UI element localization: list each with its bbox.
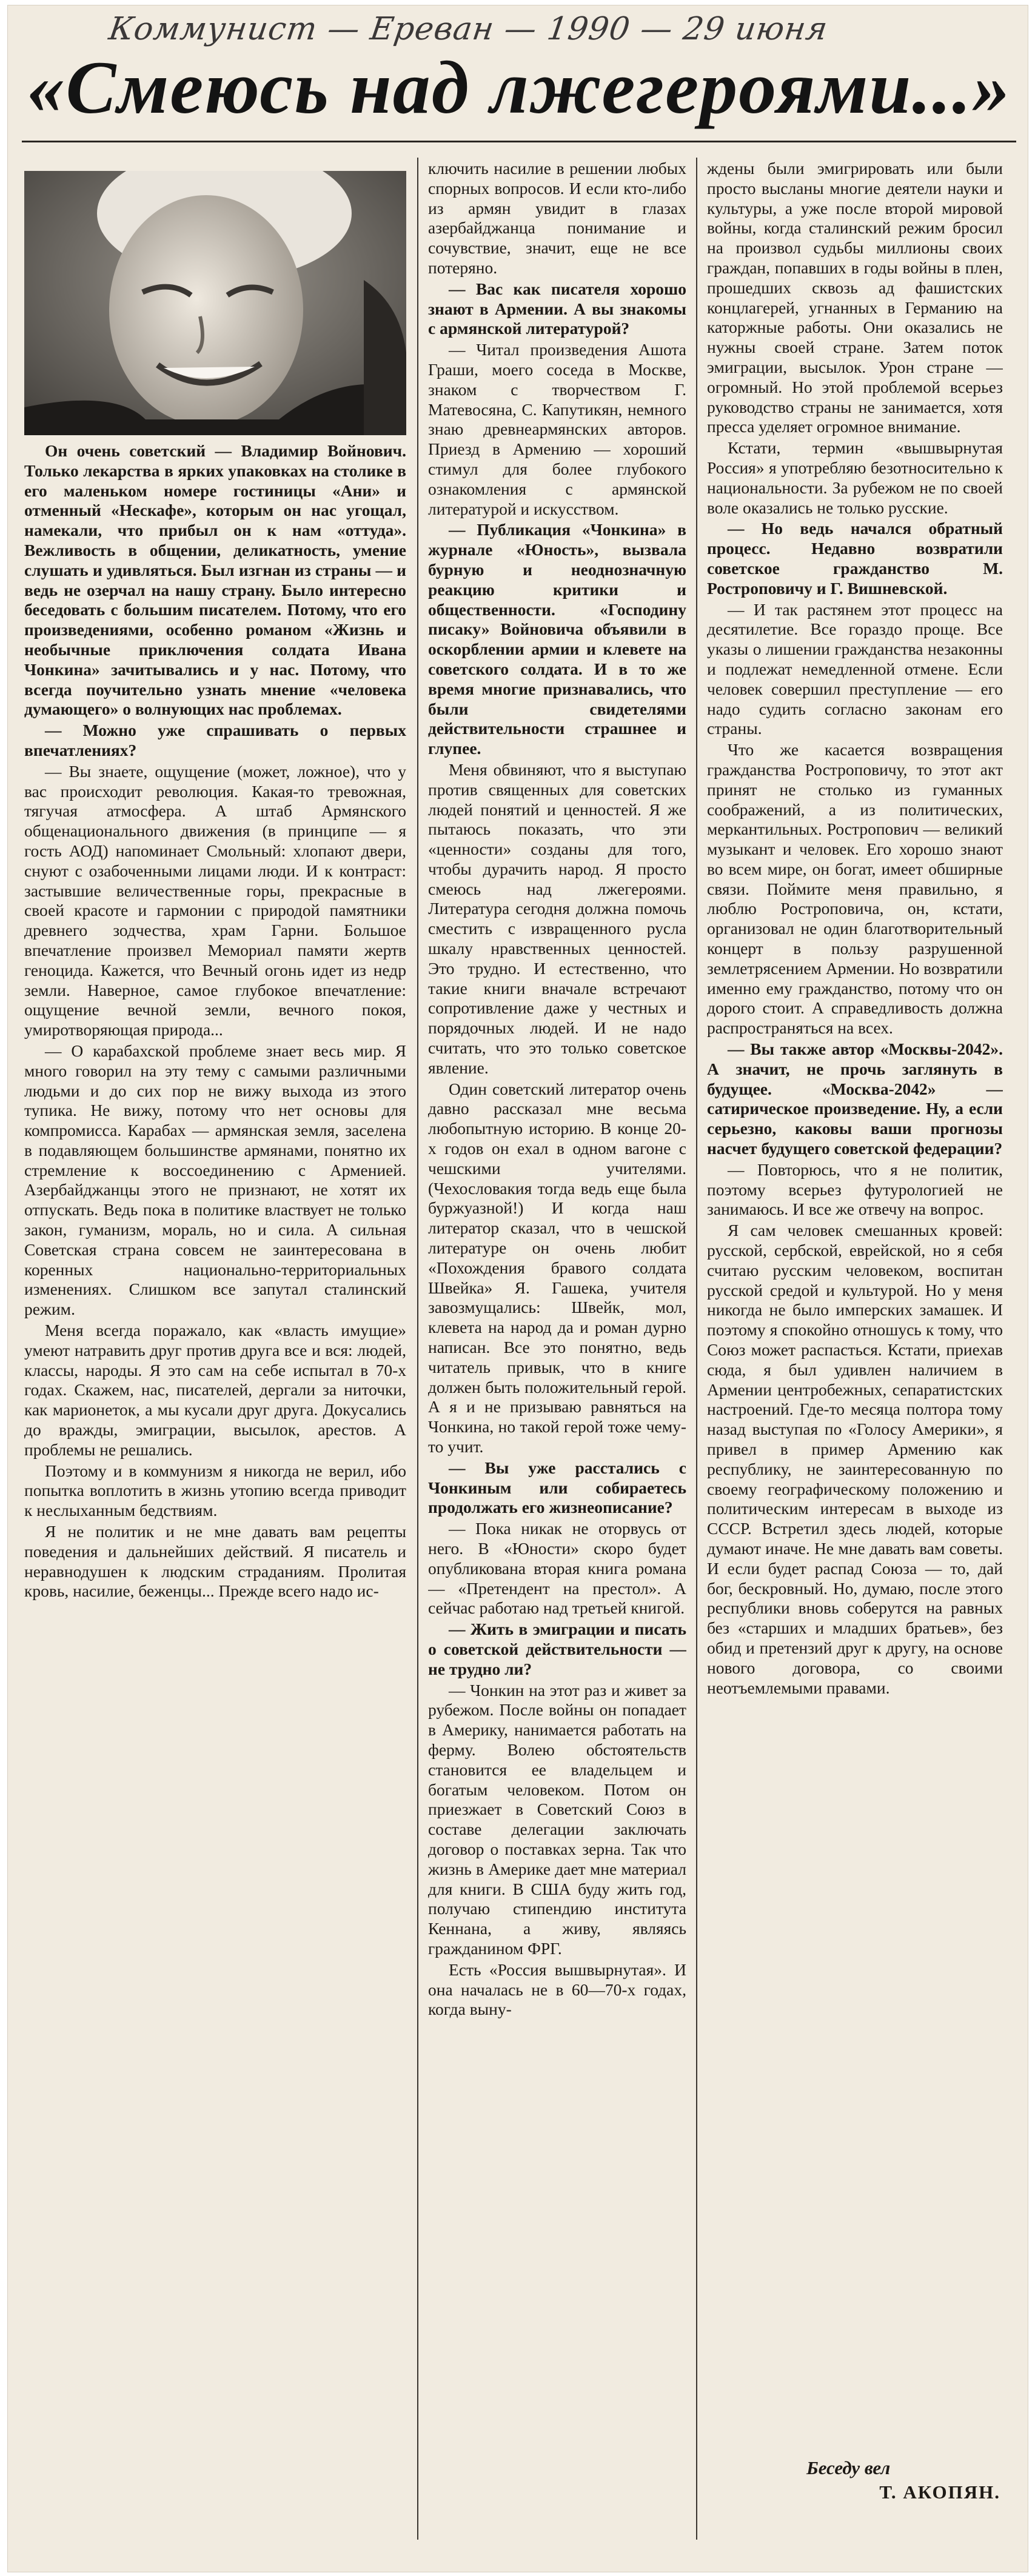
paragraph: — Вы знаете, ощущение (может, ложное), что у вас происходит революция. Какая-то тревожная, тягучая атмосфера. А штаб Армянского общенационального движения (в принципе — я гость АОД) напоминает Смольный: хлопают двери, снуют с озабоченными лицами люди. И к контраст: застывшие величественные горы, прекрасные в своей красоте и гармонии с природой памятники древнего зодчества, храм Гарни. Большое впечатление произвел Мемориал памяти жертв геноцида. Кажется, что Вечный огонь идет из недр земли. Наверное, самое глубокое впечатление: ощущение вечной земли, вечного покоя, умиротворяющая природа... [24, 761, 406, 1039]
paragraph: ключить насилие в решении любых спорных вопросов. И если кто-либо из армян увидит в глазах азербайджанца понимание и сочувствие, значит, еще не все потеряно. [428, 159, 686, 277]
paragraph: Поэтому и в коммунизм я никогда не верил, ибо попытка воплотить в жизнь утопию всегда приводит к неслыханным бедствиям. [24, 1461, 406, 1520]
paragraph: — Но ведь начался обратный процесс. Недавно возвратили советское гражданство М. Ростроповичу и Г. Вишневской. [707, 519, 1003, 598]
paragraph: — О карабахской проблеме знает весь мир. Я много говорил на эту тему с самыми различными людьми и до сих пор не вижу выхода из этого тупика. Не вижу, потому что нет основы для компромисса. Карабах — армянская земля, заселена в подавляющем большинстве армянами, понятно их стремление к воссоединению с Арменией. Азербайджанцы этого не признают, не хотят их отпускать. Ведь пока в политике властвует не только закон, гуманизм, мораль, но и сила. А сильная Советская страна совсем не заинтересована в коренных национально-территориальных изменениях. Слишком все запутал сталинский режим. [24, 1041, 406, 1319]
byline [806, 2456, 1000, 2504]
author-photo [24, 171, 406, 435]
column-divider [417, 158, 418, 2540]
paragraph: — Повторюсь, что я не политик, поэтому всерьез футурологией не занимаюсь. И все же отвечу на вопрос. [707, 1160, 1003, 1219]
portrait-image [24, 171, 406, 435]
paragraph: Он очень советский — Владимир Войнович. Только лекарства в ярких упаковках на столике в его маленьком номере гостиницы «Ани» и отменный «Нескафе», которым он нас угощал, намекали, что прибыл он к нам «оттуда». Вежливость в общении, деликатность, умение слушать и удивляться. Был изгнан из страны — и ведь не озерчал на нашу страну. Было интересно беседовать с большим писателем. Потому, что его произведениями, особенно романом «Жизнь и необычные приключения солдата Ивана Чонкина» зачитывались и у нас. Потому, что всегда поучительно узнать мнение «человека думающего» о волнующих нас проблемах. [24, 441, 406, 719]
paragraph: — Жить в эмиграции и писать о советской действительности — не трудно ли? [428, 1620, 686, 1678]
paragraph: ждены были эмигрировать или были просто высланы многие деятели науки и культуры, а уже после второй мировой войны, когда сталинский режим бросил на произвол судьбы миллионы своих граждан, попавших в годы войны в плен, прошедших сквозь ад фашистских концлагерей, угнанных в Германию на каторжные работы. Они оказались не нужны своей стране. Затем поток эмиграции, высылок. Урон стране — огромный. Но этой проблемой всерьез руководство страны не занимается, хотя пресса уделяет огромное внимание. [707, 159, 1003, 436]
paragraph: — Вы уже расстались с Чонкиным или собираетесь продолжать его жизнеописание? [428, 1458, 686, 1517]
column-divider [696, 158, 697, 2540]
article-column-2 [428, 159, 686, 2547]
paragraph: — И так растянем этот процесс на десятилетие. Все гораздо проще. Все указы о лишении гражданства незаконны и подлежат немедленной отмене. Если человек совершил преступление — его надо судить согласно законам его страны. [707, 599, 1003, 738]
paragraph: Что же касается возвращения гражданства Ростроповичу, то этот акт принят не столько из гуманных соображений, а из политических, меркантильных. Ростропович — великий музыкант и человек. Его хорошо знают во всем мире, он богат, имеет обширные связи. Поймите меня правильно, я люблю Ростроповича, он, кстати, организовал не один благотворительный концерт в пользу разрушенной землетрясением Армении. Но возвратили именно ему гражданство, потому что он дорого стоит. А справедливость должна распространяться на всех. [707, 740, 1003, 1038]
article-column-1 [24, 441, 406, 2544]
paragraph: — Вы также автор «Москвы-2042». А значит, не прочь заглянуть в будущее. «Москва-2042» — сатирическое произведение. Ну, а если серьезно, каковы ваши прогнозы насчет будущего советской федерации? [707, 1039, 1003, 1158]
paragraph: Меня всегда поражало, как «власть имущие» умеют натравить друг против друга все и вся: людей, классы, народы. Я это сам на себе испытал в 70-х годах. Скажем, нас, писателей, дергали за ниточки, как марионеток, а мы кусали друг друга. Докусались до вражды, эмиграции, высылок, арестов. А проблемы не решались. [24, 1321, 406, 1459]
paragraph: — Публикация «Чонкина» в журнале «Юность», вызвала бурную и неоднозначную реакцию критики и общественности. «Господину писаку» Войновича объявили в оскорблении армии и клевете на советского солдата. И в то же время многие признавались, что были свидетелями действительности страшнее и глупее. [428, 520, 686, 758]
paragraph: Я сам человек смешанных кровей: русской, сербской, еврейской, но я себя считаю русским человеком, воспитан русской средой и культурой. Но у меня никогда не было имперских замашек. И поэтому я спокойно отношусь к тому, что Союз может распасться. Кстати, приехав сюда, я был удивлен наличием в Армении центробежных, сепаратистских настроений. Где-то месяца полтора тому назад выступая по «Голосу Америки», я привел в пример Армению как республику, не заинтересованную по своему географическому положению и политическим интересам в выходе из СССР. Встретил здесь людей, которые думают иначе. Не мне давать вам советы. И если будет распад Союза — то, дай бог, бескровный. Но, думаю, после этого республики вновь соберутся на равных без «старших и младших братьев», без обид и претензий друг к другу, на основе нового договора, со своими неотъемлемыми правами. [707, 1221, 1003, 1697]
headline-rule [22, 141, 1016, 142]
handwritten-note: Коммунист — Ереван — 1990 — 29 июня [106, 11, 831, 47]
byline-author: Т. АКОПЯН. [879, 2481, 1000, 2503]
byline-label: Беседу вел [806, 2457, 891, 2478]
paragraph: — Можно уже спрашивать о первых впечатлениях? [24, 721, 406, 759]
paragraph: Меня обвиняют, что я выступаю против священных для советских людей понятий и ценностей. Я же пытаюсь показать, что эти «ценности» созданы для того, чтобы дурачить народ. Я просто смеюсь над лжегероями. Литература сегодня должна помочь сместить с извращенного русла шкалу нравственных ценностей. Это трудно. И естественно, что такие книги вначале встречают сопротивление даже у честных и порядочных людей. И не надо считать, что это только советское явление. [428, 759, 686, 1077]
paragraph: Один советский литератор очень давно рассказал мне весьма любопытную историю. В конце 20-х годов он ехал в одном вагоне с чешскими учителями. (Чехословакия тогда ведь еще была буржуазной!) И когда наш литератор сказал, что в чешской литературе он очень любит «Похождения бравого солдата Швейка» Я. Гашека, учителя завозмущались: Швейк, мол, клевета на народ да и роман дурно написан. Все это понятно, ведь читатель привык, что в книге должен быть положительный герой. А я и не призываю равняться на Чонкина, но такой герой тоже чему-то учит. [428, 1079, 686, 1456]
paragraph: — Чонкин на этот раз и живет за рубежом. После войны он попадает в Америку, нанимается работать на ферму. Волею обстоятельств становится ее владельцем и богатым человеком. Потом он приезжает в Советский Союз в составе делегации заключать договор о поставках зерна. Так что жизнь в Америке дает мне материал для книги. В США буду жить год, получаю стипендию института Кеннана, а живу, являясь гражданином ФРГ. [428, 1680, 686, 1958]
article-column-3 [707, 159, 1003, 2389]
paragraph: — Пока никак не оторвусь от него. В «Юности» скоро будет опубликована вторая книга романа — «Претендент на престол». А сейчас работаю над третьей книгой. [428, 1519, 686, 1618]
paragraph: — Читал произведения Ашота Граши, моего соседа в Москве, знаком с творчеством Г. Матевосяна, С. Капутикян, немного знаю древнеармянских авторов. Приезд в Армению — хороший стимул для более глубокого ознакомления с армянской литературой и искусством. [428, 340, 686, 518]
headline: «Смеюсь над лжегероями...» [27, 46, 1011, 129]
paragraph: Кстати, термин «вышвырнутая Россия» я употребляю безотносительно к национальности. За рубежом не по своей воле оказались не только русские. [707, 438, 1003, 517]
paragraph: — Вас как писателя хорошо знают в Армении. А вы знакомы с армянской литературой? [428, 279, 686, 338]
paragraph: Я не политик и не мне давать вам рецепты поведения и дальнейших действий. Я писатель и неравнодушен к людским страданиям. Пролитая кровь, насилие, беженцы... Прежде всего надо ис- [24, 1522, 406, 1601]
paragraph: Есть «Россия вышвырнутая». И она началась не в 60—70-х годах, когда выну- [428, 1960, 686, 2019]
